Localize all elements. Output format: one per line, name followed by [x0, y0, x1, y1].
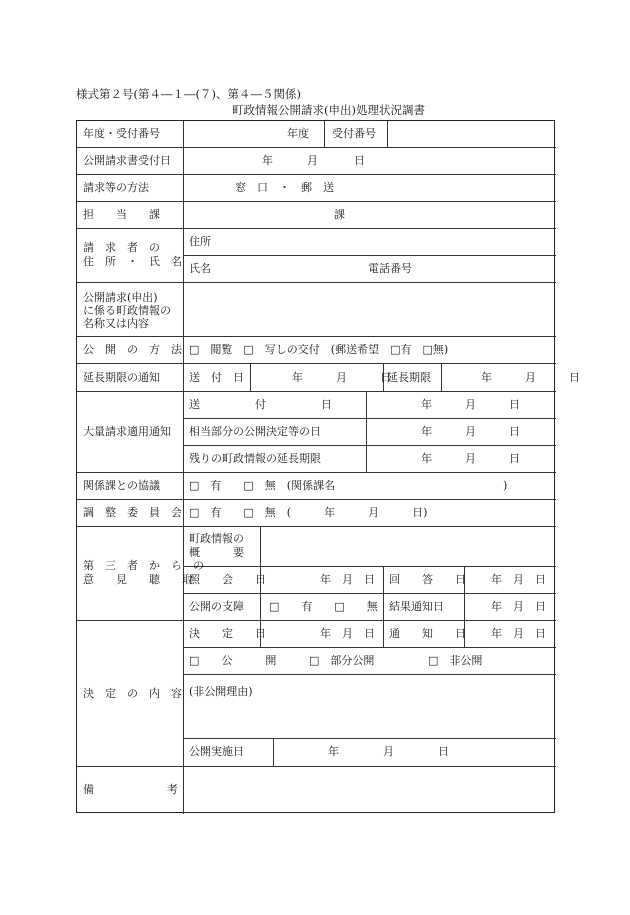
row-divider — [183, 593, 556, 594]
label-request-method: 請求等の方法 — [83, 181, 149, 194]
inquiry-date-label: 照 会 日 — [189, 573, 266, 586]
row-divider — [77, 336, 556, 337]
row-divider — [77, 282, 556, 283]
cell-divider — [273, 738, 274, 766]
implementation-date-value: 年 月 日 — [328, 745, 449, 758]
mass-partial-label: 相当部分の公開決定等の日 — [189, 425, 321, 438]
row-divider — [77, 526, 556, 527]
mass-send-label: 送 付 日 — [189, 398, 332, 411]
non-disclosure-reason: (非公開理由) — [189, 685, 253, 698]
row-divider — [183, 418, 556, 419]
form-title: 町政情報公開請求(申出)処理状況調書 — [232, 103, 425, 117]
cell-divider — [383, 620, 384, 647]
send-date-value: 年 月 日 — [292, 371, 391, 384]
label-column-divider — [183, 121, 184, 814]
row-divider — [77, 201, 556, 202]
row-divider — [77, 499, 556, 500]
mass-partial-date: 年 月 日 — [421, 425, 520, 438]
cell-divider — [324, 121, 325, 147]
disclosure-options: □ 閲覧 □ 写しの交付 (郵送希望 □有 □無) — [189, 343, 449, 356]
implementation-date-label: 公開実施日 — [189, 745, 244, 758]
row-divider — [183, 738, 556, 739]
answer-date-value: 年 月 日 — [491, 573, 546, 586]
request-method-value: 窓 口 ・ 郵 送 — [235, 181, 334, 194]
consultation-value: □ 有 □ 無 (関係課名 — [189, 479, 336, 492]
row-divider — [183, 255, 556, 256]
label-remarks-1: 備 — [83, 783, 94, 796]
label-mass-request: 大量請求適用通知 — [83, 425, 171, 438]
label-third-party-1: 第 三 者 か ら の — [83, 559, 204, 572]
mass-remaining-date: 年 月 日 — [421, 452, 520, 465]
decision-date-value: 年 月 日 — [320, 627, 375, 640]
department-value: 課 — [334, 208, 345, 221]
label-third-party-2: 意 見 聴 取 — [83, 573, 193, 586]
name-label: 氏名 — [189, 262, 211, 275]
cell-divider — [383, 566, 384, 620]
label-consultation: 関係課との協議 — [83, 479, 160, 492]
send-date-label: 送 付 日 — [189, 371, 244, 384]
label-department: 担 当 課 — [83, 208, 160, 221]
label-committee: 調 整 委 員 会 — [83, 506, 182, 519]
row-divider — [77, 620, 556, 621]
receipt-year: 年 — [262, 154, 273, 167]
receipt-day: 日 — [354, 154, 365, 167]
receipt-month: 月 — [307, 154, 318, 167]
form-table — [76, 120, 580, 813]
row-divider — [183, 445, 556, 446]
row-divider — [77, 472, 556, 473]
cell-divider — [260, 526, 261, 566]
option-closed: □ 非公開 — [428, 654, 483, 667]
extension-limit-label: 延長期限 — [387, 371, 431, 384]
extension-limit-value: 年 月 日 — [481, 371, 580, 384]
label-disclosure-method: 公 開 の 方 法 — [83, 343, 182, 356]
mass-send-date: 年 月 日 — [421, 398, 520, 411]
form-number: 様式第２号(第４―１―(７)、第４―５関係) — [76, 87, 301, 101]
summary-label-2: 概 要 — [189, 546, 244, 559]
cell-divider — [366, 391, 367, 472]
label-remarks-2: 考 — [167, 783, 178, 796]
row-divider — [183, 566, 556, 567]
option-partial: □ 部分公開 — [309, 654, 375, 667]
address-label: 住所 — [189, 235, 211, 248]
decision-date-label: 決 定 日 — [189, 627, 266, 640]
support-label: 公開の支障 — [189, 600, 244, 613]
row-divider — [183, 647, 556, 648]
row-divider — [77, 228, 556, 229]
row-divider — [77, 174, 556, 175]
summary-label-1: 町政情報の — [189, 532, 244, 545]
result-date-value: 年 月 日 — [491, 600, 546, 613]
label-receipt-date: 公開請求書受付日 — [83, 154, 171, 167]
mass-remaining-label: 残りの町政情報の延長期限 — [189, 452, 321, 465]
result-date-label: 結果通知日 — [389, 600, 444, 613]
row-divider — [77, 766, 556, 767]
label-info-1: 公開請求(申出) — [83, 291, 158, 304]
row-divider — [77, 147, 556, 148]
uketsuke-label: 受付番号 — [332, 127, 376, 140]
label-info-2: に係る町政情報の — [83, 304, 171, 317]
label-info-3: 名称又は内容 — [83, 317, 149, 330]
label-decision: 決 定 の 内 容 — [83, 687, 182, 700]
consultation-close: ) — [503, 479, 508, 492]
row-divider — [77, 391, 556, 392]
label-extension-notice: 延長期限の通知 — [83, 371, 160, 384]
committee-value: □ 有 □ 無 ( 年 月 日) — [189, 506, 428, 519]
row-divider — [183, 674, 556, 675]
nendo-label: 年度 — [287, 127, 309, 140]
label-requester-2: 住 所 ・ 氏 名 — [83, 255, 182, 268]
answer-date-label: 回 答 日 — [389, 573, 466, 586]
label-year-number: 年度・受付番号 — [83, 127, 160, 140]
notice-date-label: 通 知 日 — [389, 627, 466, 640]
inquiry-date-value: 年 月 日 — [320, 573, 375, 586]
label-requester-1: 請 求 者 の — [83, 241, 160, 254]
support-value: □ 有 □ 無 — [269, 600, 378, 613]
cell-divider — [387, 121, 388, 147]
option-open: □ 公 開 — [189, 654, 277, 667]
notice-date-value: 年 月 日 — [491, 627, 546, 640]
cell-divider — [441, 363, 442, 391]
row-divider — [77, 363, 556, 364]
cell-divider — [250, 363, 251, 391]
phone-label: 電話番号 — [368, 262, 412, 275]
